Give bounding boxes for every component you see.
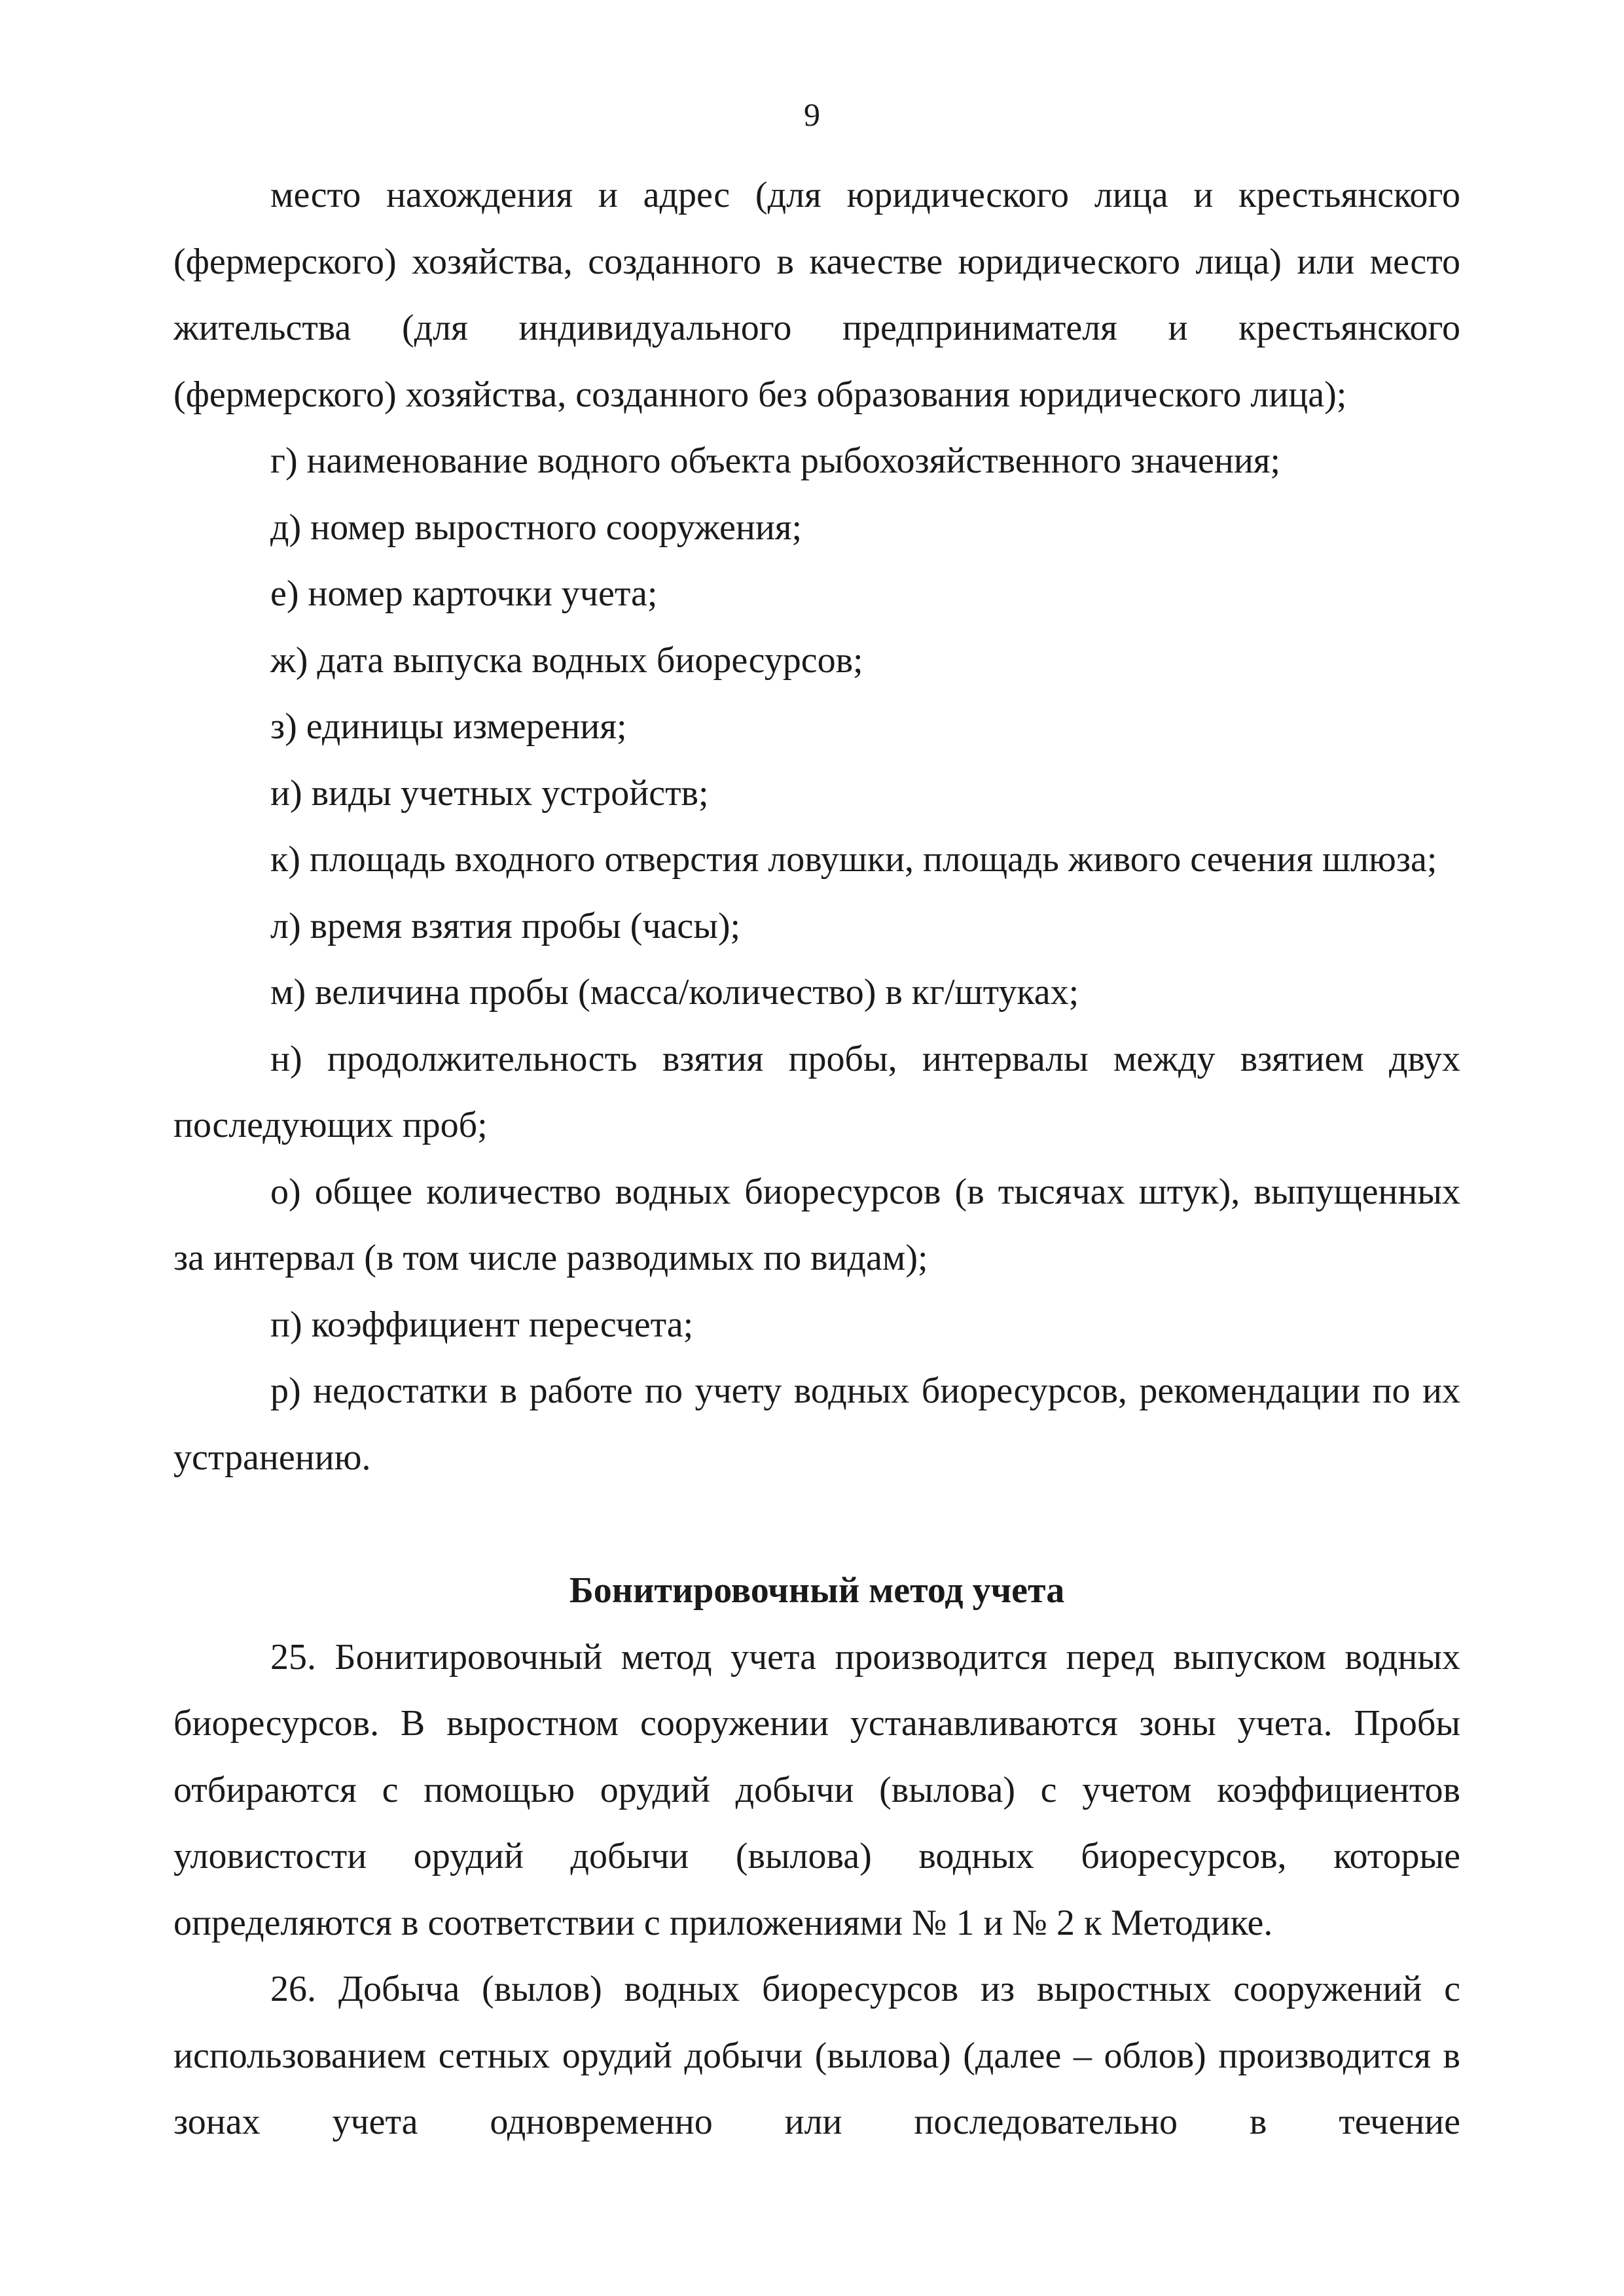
paragraph-address: место нахождения и адрес (для юридического лица и крестьянского (фермерского) хозяйства, созданного в качестве юридического лица) или место жительства (для индивидуального предпринимателя и крестьянского (фермерского) хозяйства, созданного без образования юридического лица); bbox=[173, 175, 1460, 415]
paragraph-26: 26. Добыча (вылов) водных биоресурсов из выростных сооружений с использованием сетных орудий добычи (вылова) (далее – облов) производится в зонах учета одновременно или последовательно в течение bbox=[173, 1969, 1460, 2142]
page-number: 9 bbox=[804, 96, 820, 133]
list-item-p: п) коэффициент пересчета; bbox=[270, 1304, 694, 1345]
list-item-g: г) наименование водного объекта рыбохозяйственного значения; bbox=[270, 440, 1281, 481]
list-item-r: р) недостатки в работе по учету водных биоресурсов, рекомендации по их устранению. bbox=[173, 1371, 1460, 1478]
list-item-e: е) номер карточки учета; bbox=[270, 573, 658, 614]
list-item-z: з) единицы измерения; bbox=[270, 706, 627, 747]
list-item-k: к) площадь входного отверстия ловушки, площадь живого сечения шлюза; bbox=[270, 839, 1437, 880]
paragraph-25: 25. Бонитировочный метод учета производится перед выпуском водных биоресурсов. В выростном сооружении устанавливаются зоны учета. Пробы отбираются с помощью орудий добычи (вылова) с учетом коэффициентов уловистости орудий добычи (вылова) водных биоресурсов, которые определяются в соответствии с приложениями № 1 и № 2 к Методике. bbox=[173, 1636, 1460, 1943]
list-item-m: м) величина пробы (масса/количество) в кг/штуках; bbox=[270, 972, 1079, 1013]
document-body bbox=[173, 162, 1460, 2156]
list-item-o: о) общее количество водных биоресурсов (в тысячах штук), выпущенных за интервал (в том числе разводимых по видам); bbox=[173, 1171, 1460, 1278]
list-item-zh: ж) дата выпуска водных биоресурсов; bbox=[270, 639, 863, 681]
list-item-i: и) виды учетных устройств; bbox=[270, 772, 709, 814]
list-item-l: л) время взятия пробы (часы); bbox=[270, 905, 741, 946]
section-heading: Бонитировочный метод учета bbox=[569, 1570, 1065, 1611]
section-gap bbox=[173, 1491, 1460, 1558]
list-item-d: д) номер выростного сооружения; bbox=[270, 507, 803, 548]
list-item-n: н) продолжительность взятия пробы, интервалы между взятием двух последующих проб; bbox=[173, 1038, 1460, 1145]
